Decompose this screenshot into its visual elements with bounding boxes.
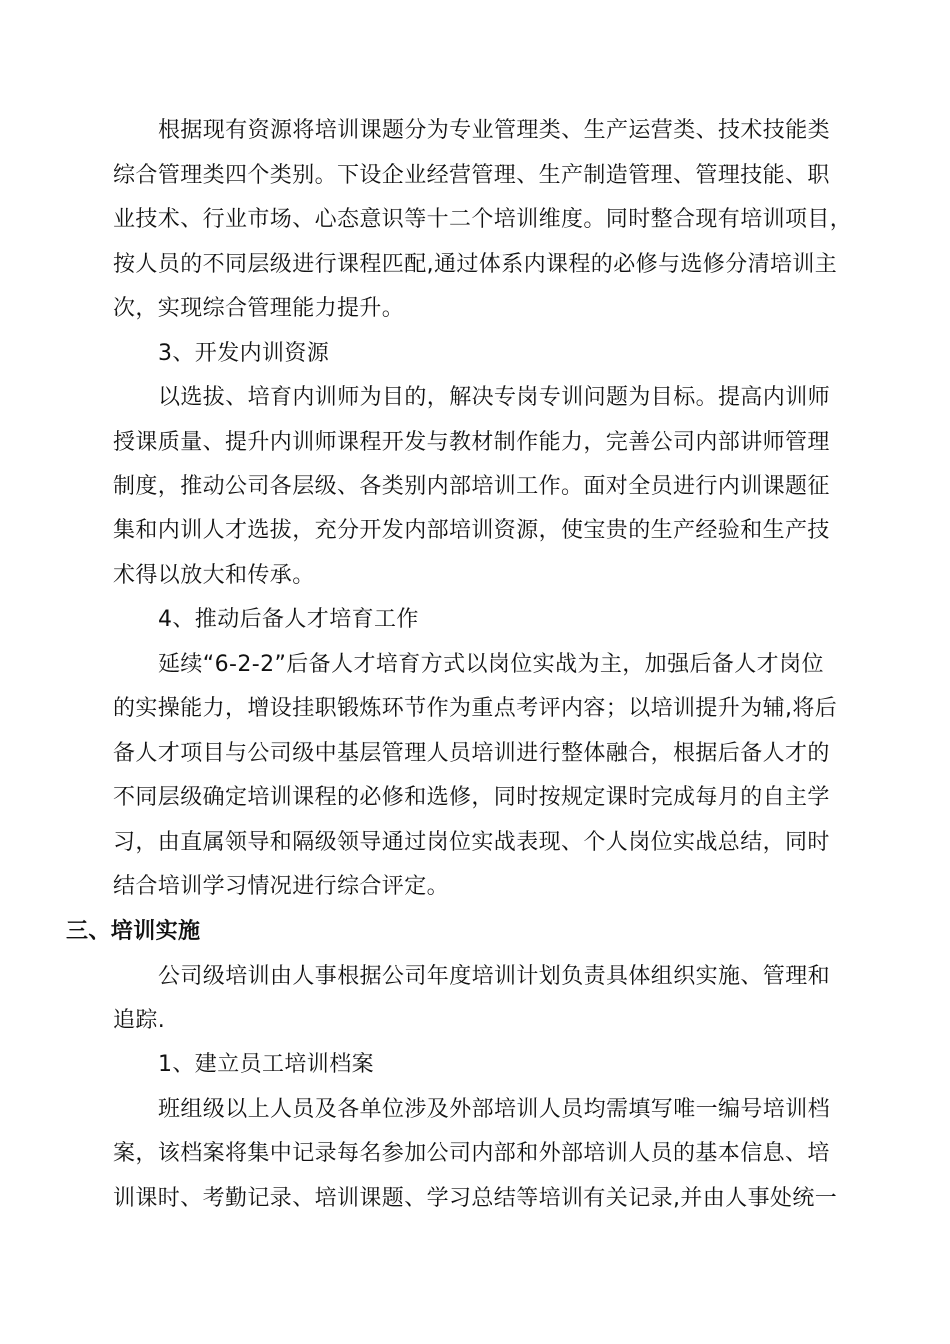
- paragraph-line: 综合管理类四个类别。下设企业经营管理、生产制造管理、管理技能、职: [113, 163, 830, 188]
- paragraph-line: 以选拔、培育内训师为目的，解决专岗专训问题为目标。提高内训师: [158, 385, 831, 410]
- subheading-training-files: 1、建立员工培训档案: [158, 1052, 374, 1077]
- section-heading: 三、培训实施: [66, 919, 201, 944]
- subheading-reserve-talent: 4、推动后备人才培育工作: [158, 607, 419, 632]
- paragraph-line: 案，该档案将集中记录每名参加公司内部和外部培训人员的基本信息、培: [113, 1141, 830, 1166]
- paragraph-line: 授课质量、提升内训师课程开发与教材制作能力，完善公司内部讲师管理: [113, 430, 830, 455]
- paragraph-line: 的实操能力，增设挂职锻炼环节作为重点考评内容；以培训提升为辅,将后: [113, 696, 838, 721]
- paragraph-line: 制度，推动公司各层级、各类别内部培训工作。面对全员进行内训课题征: [113, 474, 830, 499]
- paragraph-line: 次，实现综合管理能力提升。: [113, 296, 405, 321]
- paragraph-line: 班组级以上人员及各单位涉及外部培训人员均需填写唯一编号培训档: [158, 1097, 831, 1122]
- paragraph-line: 习，由直属领导和隔级领导通过岗位实战表现、个人岗位实战总结，同时: [113, 830, 830, 855]
- paragraph-line: 不同层级确定培训课程的必修和选修，同时按规定课时完成每月的自主学: [113, 785, 830, 810]
- paragraph-line: 延续“6-2-2”后备人才培育方式以岗位实战为主，加强后备人才岗位: [158, 652, 824, 677]
- paragraph-line: 业技术、行业市场、心态意识等十二个培训维度。同时整合现有培训项目，: [113, 207, 853, 232]
- subheading-develop-resources: 3、开发内训资源: [158, 341, 330, 366]
- paragraph-line: 公司级培训由人事根据公司年度培训计划负责具体组织实施、管理和: [158, 964, 831, 989]
- paragraph-line: 结合培训学习情况进行综合评定。: [113, 874, 450, 899]
- paragraph-line: 集和内训人才选拔，充分开发内部培训资源，使宝贵的生产经验和生产技: [113, 518, 830, 543]
- paragraph-line: 根据现有资源将培训课题分为专业管理类、生产运营类、技术技能类: [158, 118, 831, 143]
- paragraph-line: 按人员的不同层级进行课程匹配,通过体系内课程的必修与选修分清培训主: [113, 252, 838, 277]
- paragraph-line: 追踪.: [113, 1008, 166, 1033]
- paragraph-line: 术得以放大和传承。: [113, 563, 315, 588]
- paragraph-line: 训课时、考勤记录、培训课题、学习总结等培训有关记录,并由人事处统一: [113, 1186, 838, 1211]
- paragraph-line: 备人才项目与公司级中基层管理人员培训进行整体融合，根据后备人才的: [113, 741, 830, 766]
